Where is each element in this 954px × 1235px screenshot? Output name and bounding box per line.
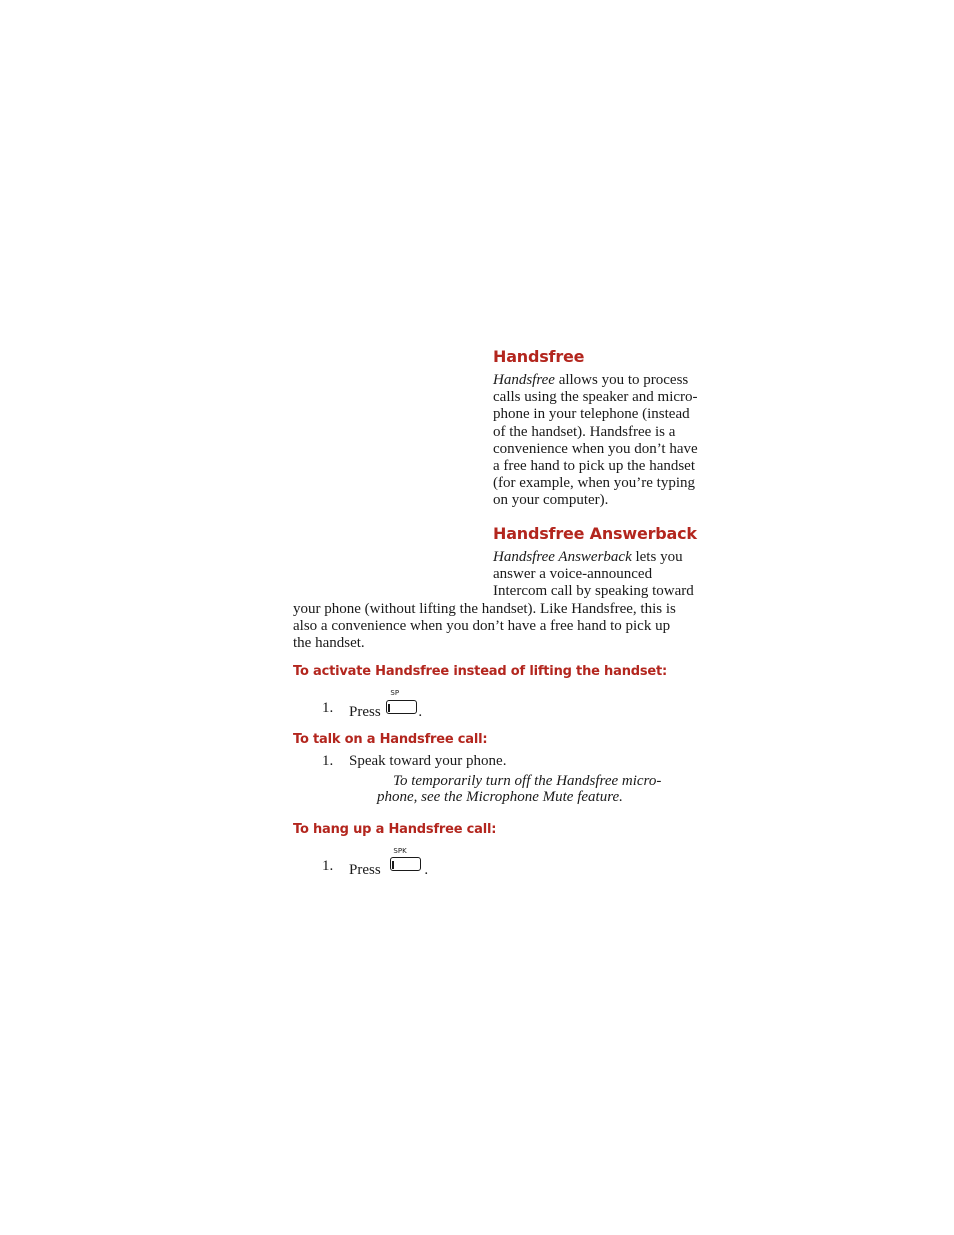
sp-key-icon	[384, 689, 418, 716]
handsfree-line-5: convenience when you don’t have	[493, 440, 698, 457]
activate-step-text: Press	[349, 704, 381, 720]
activate-step: 1. Press SP .	[322, 689, 423, 720]
answerback-line-3: Intercom call by speaking toward	[493, 583, 694, 600]
hangup-step: 1. Press SPK .	[322, 847, 429, 878]
answerback-term: Handsfree Answerback	[493, 549, 632, 565]
answerback-heading: Handsfree Answerback	[493, 524, 697, 543]
answerback-line-1: Handsfree Answerback lets you	[493, 549, 683, 565]
note-line-2: phone, see the Microphone Mute feature.	[377, 789, 623, 805]
handsfree-description	[493, 372, 698, 510]
hangup-heading: To hang up a Handsfree call:	[293, 822, 497, 837]
handsfree-heading: Handsfree	[493, 347, 585, 366]
answerback-line-6: the handset.	[293, 635, 365, 652]
talk-step	[322, 753, 622, 771]
handsfree-line-4: of the handset). Handsfree is a	[493, 423, 676, 440]
handsfree-line-3: phone in your telephone (instead	[493, 406, 690, 423]
talk-step-number: 1.	[322, 753, 334, 769]
microphone-mute-note	[377, 773, 661, 805]
sp-key-label: SP	[390, 689, 400, 697]
handsfree-line-6: a free hand to pick up the handset	[493, 458, 696, 475]
hangup-step-text: Press	[349, 862, 381, 878]
handsfree-line-2: calls using the speaker and micro-	[493, 389, 698, 406]
handsfree-line-1: Handsfree allows you to process	[493, 372, 689, 388]
activate-step-number: 1.	[322, 700, 334, 716]
talk-step-text: Speak toward your phone.	[349, 753, 507, 769]
answerback-description-a	[493, 549, 694, 601]
spk-key-label: SPK	[393, 847, 407, 855]
talk-heading: To talk on a Handsfree call:	[293, 732, 488, 747]
answerback-line-2: answer a voice-announced	[493, 566, 653, 583]
note-line-1: To temporarily turn off the Handsfree micro-	[393, 773, 662, 789]
answerback-description-b	[293, 601, 676, 653]
hangup-step-number: 1.	[322, 858, 334, 874]
handsfree-term: Handsfree	[493, 372, 555, 388]
answerback-line-5: also a convenience when you don’t have a free hand to pick up	[293, 618, 671, 635]
activate-heading: To activate Handsfree instead of lifting the handset:	[293, 664, 668, 679]
spk-key-icon	[384, 847, 424, 874]
answerback-line-4: your phone (without lifting the handset). Like Handsfree, this is	[293, 601, 676, 617]
handsfree-line-7: (for example, when you’re typing	[493, 475, 696, 492]
handsfree-line-8: on your computer).	[493, 492, 609, 509]
